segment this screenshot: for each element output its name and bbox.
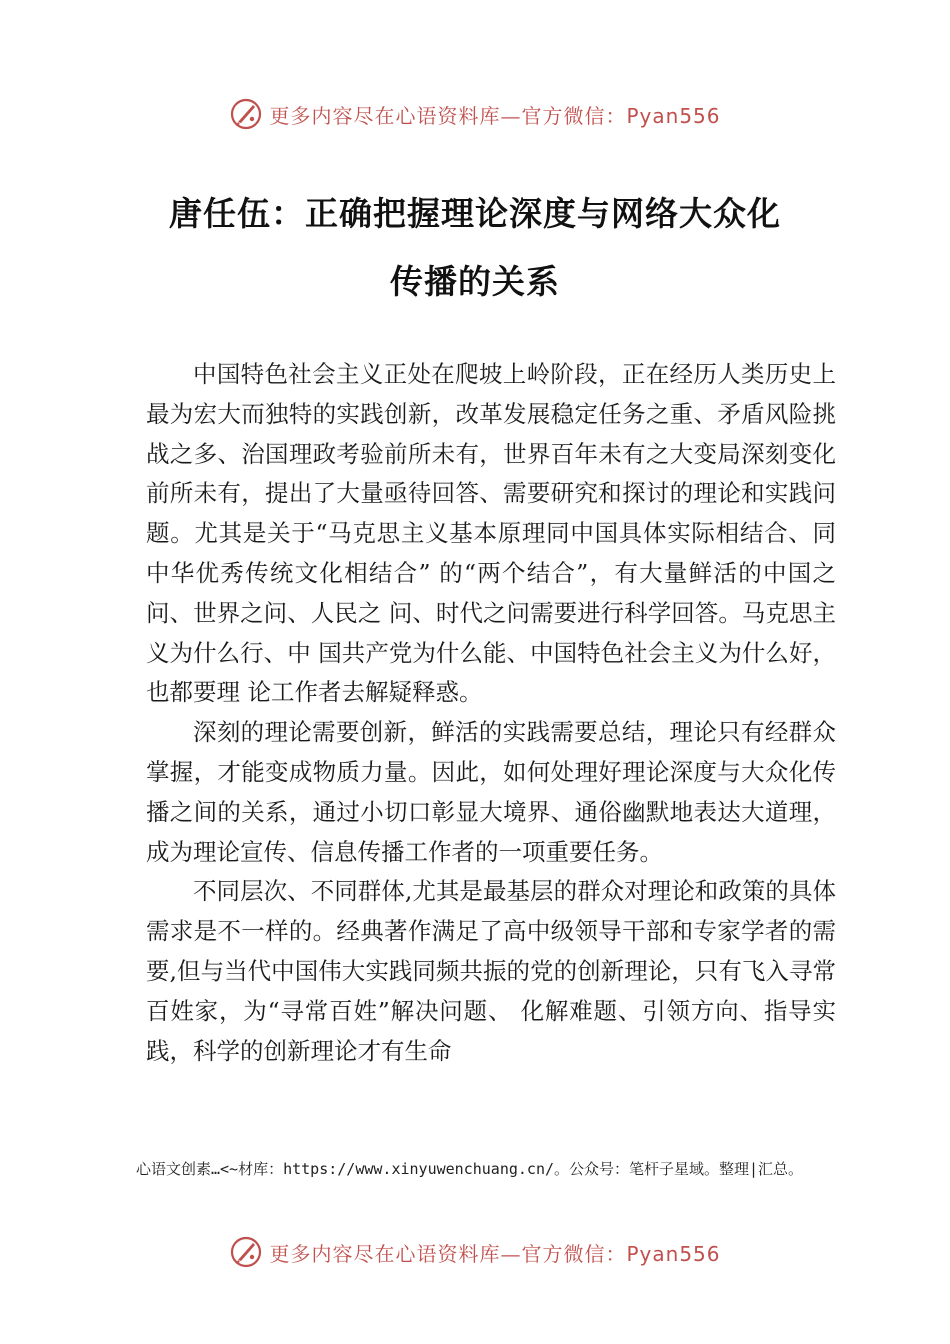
- banner-main-text: 更多内容尽在心语资料库—官方微信：: [269, 103, 627, 128]
- source-note: 心语文创素…<~材库：https://www.xinyuwenchuang.cn/。公众号：笔杆子星域。整理|汇总。: [136, 1160, 804, 1178]
- paragraph: 深刻的理论需要创新，鲜活的实践需要总结，理论只有经群众掌握，才能变成物质力量。因此，如何处理好理论深度与大众化传播之间的关系，通过小切口彰显大境界、通俗幽默地表达大道理，成为理论宣传、信息传播工作者的一项重要任务。: [146, 718, 836, 866]
- header-banner: [0, 94, 950, 134]
- footer-banner: [0, 1232, 950, 1272]
- page-title-line-2: 传播的关系: [390, 262, 560, 301]
- banner-text: [269, 100, 720, 129]
- article-body: [146, 355, 836, 1071]
- quill-pen-circle-icon: [229, 97, 263, 131]
- page-title-line-1: 唐任伍：正确把握理论深度与网络大众化: [169, 194, 781, 233]
- banner-wechat-id: Pyan556: [626, 103, 721, 128]
- banner-wechat-id: Pyan556: [626, 1241, 721, 1266]
- paragraph: 中国特色社会主义正处在爬坡上岭阶段，正在经历人类历史上最为宏大而独特的实践创新，改革发展稳定任务之重、矛盾风险挑战之多、治国理政考验前所未有，世界百年未有之大变局深刻变化前所未有，提出了大量亟待回答、需要研究和探讨的理论和实践问题。尤其是关于“马克思主义基本原理同中国具体实际相结合、同中华优秀传统文化相结合” 的“两个结合”，有大量鲜活的中国之问、世界之问、人民之 问、时代之问需要进行科学回答。马克思主义为什么行、中 国共产党为什么能、中国特色社会主义为什么好，也都要理 论工作者去解疑释惑。: [146, 360, 836, 707]
- banner-text: [269, 1238, 720, 1267]
- paragraph: 不同层次、不同群体,尤其是最基层的群众对理论和政策的具体需求是不一样的。经典著作满足了高中级领导干部和专家学者的需要,但与当代中国伟大实践同频共振的党的创新理论，只有飞入寻常百姓家，为“寻常百姓”解决问题、 化解难题、引领方向、指导实践，科学的创新理论才有生命: [146, 877, 836, 1065]
- quill-pen-circle-icon: [229, 1235, 263, 1269]
- banner-main-text: 更多内容尽在心语资料库—官方微信：: [269, 1241, 627, 1266]
